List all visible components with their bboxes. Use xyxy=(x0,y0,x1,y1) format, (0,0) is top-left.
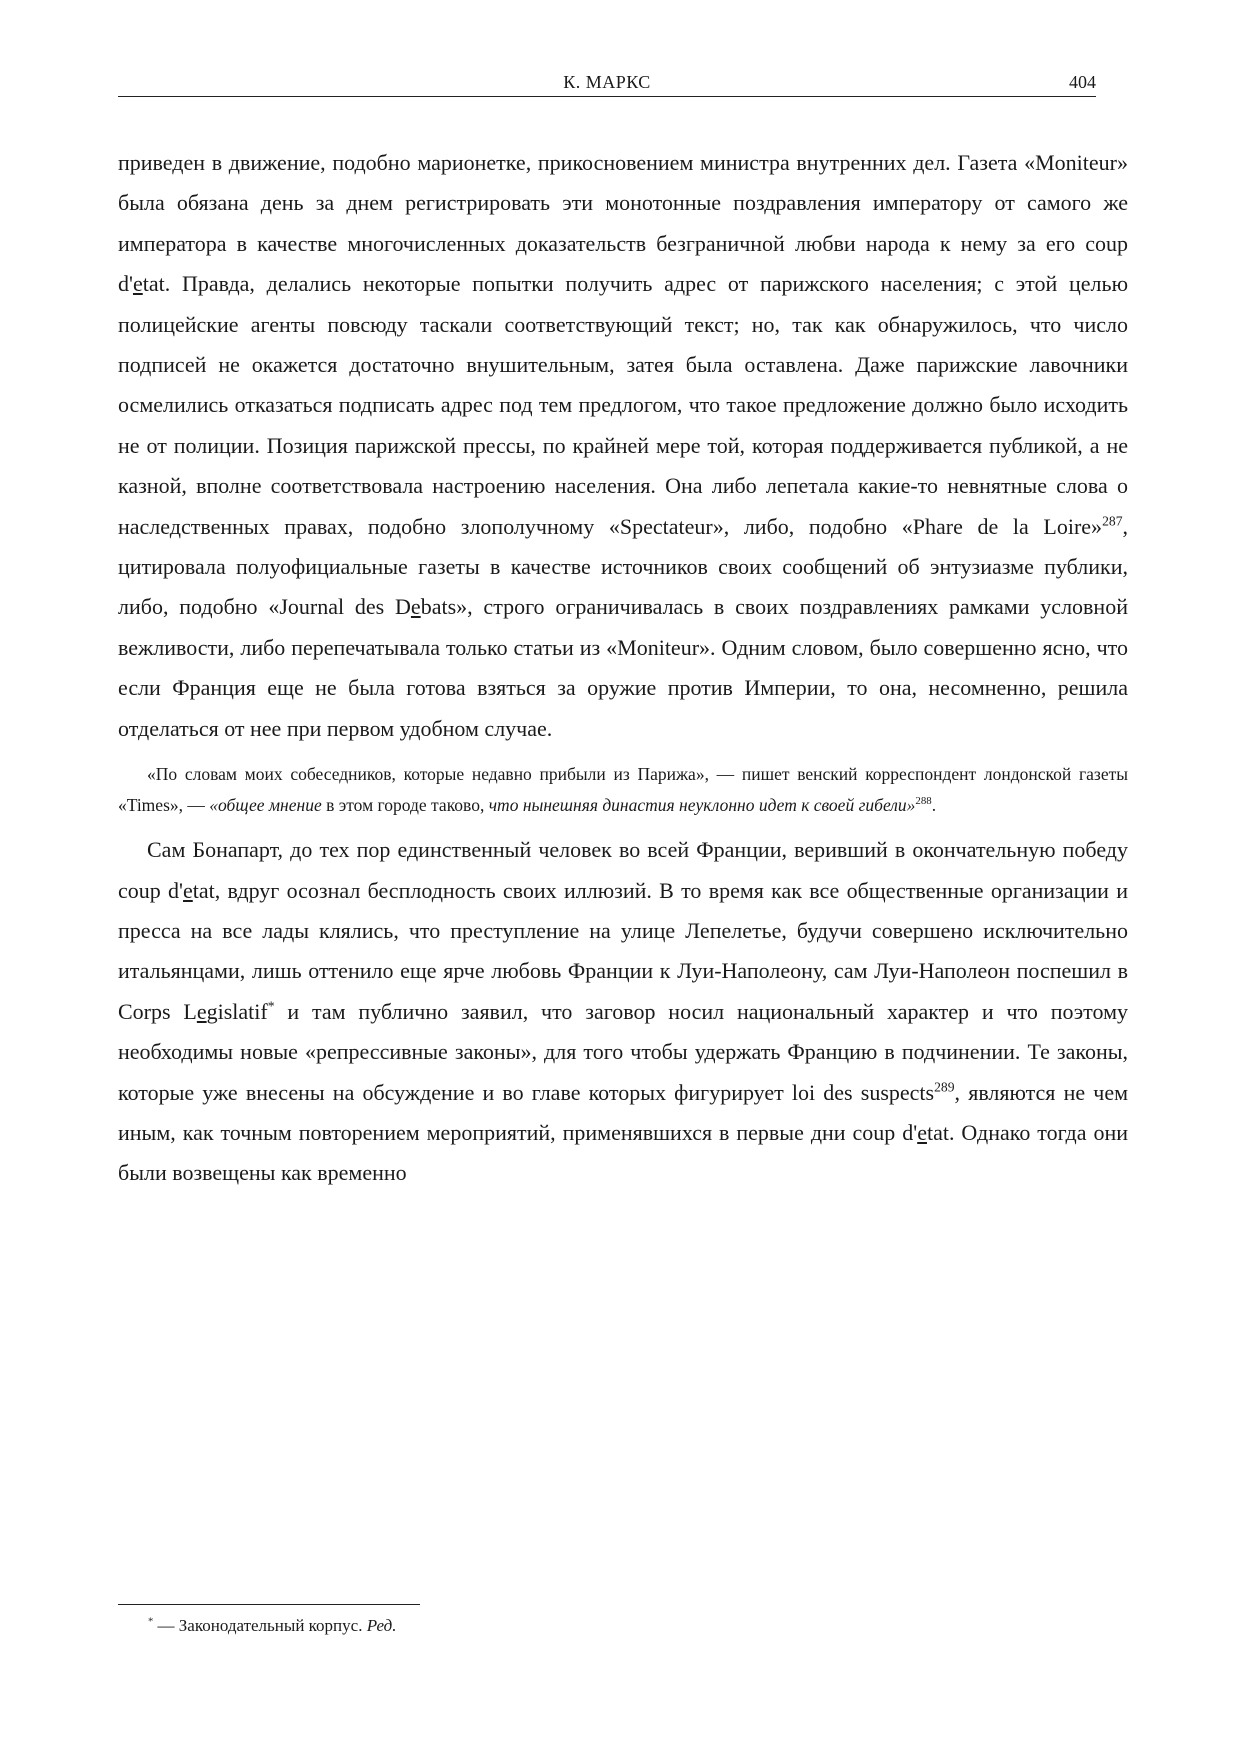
quote-text: . xyxy=(931,794,937,815)
footnote-ref-star: * xyxy=(267,998,275,1014)
paragraph-2-text: tat. Однако тогда они были возвещены как временно xyxy=(118,1119,1128,1186)
underlined-letter: e xyxy=(132,271,143,297)
paragraph-2-text: Сам Бонапарт, до тех пор единственный человек во всей Франции, веривший в окончательную победу coup d' xyxy=(118,837,1128,903)
endnote-ref-288: 288 xyxy=(915,794,932,807)
paragraph-2-text: gislatif xyxy=(206,998,268,1024)
paragraph-1 xyxy=(118,143,1128,749)
quote-italic: «общее мнение xyxy=(209,794,322,815)
underlined-letter: e xyxy=(183,877,193,903)
paragraph-1-text: tat. Правда, делались некоторые попытки получить адрес от парижского населения; с этой целью полицейские агенты повсюду таскали соответствующий текст; но, так как обнаружилось, что число подписей не окажется достаточно внушительным, затея была оставлена. Даже парижские лавочники осмелились отказаться подписать адрес под тем предлогом, что такое предложение должно было исходить не от полиции. Позиция парижской прессы, по крайней мере той, которая поддерживается публикой, а не казной, вполне соответствовала настроению населения. Она либо лепетала какие-то невнятные слова о наследственных правах, подобно злополучному «Spectateur», либо, подобно «Phare de la Loire» xyxy=(118,271,1128,539)
paragraph-2-text: и там публично заявил, что заговор носил национальный характер и что поэтому необходимы новые «репрессивные законы», для того чтобы удержать Францию в подчинении. Те законы, которые уже внесены на обсуждение и во главе которых фигурирует loi des suspects xyxy=(118,998,1129,1105)
paragraph-1-text: bats», строго ограничивалась в своих поздравлениях рамками условной вежливости, либо перепечатывала только статьи из «Moniteur». Одним словом, было совершенно ясно, что если Франция еще не была готова взяться за оружие против Империи, то она, несомненно, решила отделаться от нее при первом удобном случае. xyxy=(118,594,1128,741)
underlined-letter: e xyxy=(410,594,421,620)
block-quote xyxy=(118,759,1128,820)
paragraph-2-text: , являются не чем иным, как точным повторением мероприятий, применявшихся в первые дни coup d' xyxy=(118,1079,1129,1145)
footnote-text: — Законодательный корпус. xyxy=(153,1616,367,1635)
underlined-letter: e xyxy=(196,998,207,1024)
running-header xyxy=(118,70,1096,97)
footnote xyxy=(148,1616,396,1636)
paragraph-2-text: tat, вдруг осознал бесплодность своих иллюзий. В то время как все общественные организации и пресса на все лады клялись, что преступление на улице Лепелетье, будучи совершено исключительно итальянцами, лишь оттенило еще ярче любовь Франции к Луи-Наполеону, сам Луи-Наполеон поспешил в Corps L xyxy=(118,877,1128,1024)
footnote-divider xyxy=(118,1604,420,1605)
paragraph-1-text: приведен в движение, подобно марионетке, прикосновением министра внутренних дел. Газета «Moniteur» была обязана день за днем регистрировать эти монотонные поздравления императору от самого же императора в качестве многочисленных доказательств безграничной любви народа к нему за его coup d' xyxy=(118,150,1128,297)
footnote-editor-note: Ред. xyxy=(366,1616,397,1635)
quote-text: «По словам моих собеседников, которые недавно прибыли из Парижа», — пишет венский корреспондент лондонской газеты «Times», — xyxy=(118,764,1128,815)
paragraph-1-text: , цитировала полуофициальные газеты в качестве источников своих сообщений об энтузиазме публики, либо, подобно «Journal des D xyxy=(118,513,1128,620)
endnote-ref-287: 287 xyxy=(1102,513,1123,529)
paragraph-2 xyxy=(118,830,1128,1194)
quote-italic: что нынешняя династия неуклонно идет к своей гибели» xyxy=(488,794,916,815)
running-header-author: К. МАРКС xyxy=(563,72,651,92)
endnote-ref-289: 289 xyxy=(934,1079,955,1095)
page-number: 404 xyxy=(1069,72,1096,92)
quote-text: в этом городе таково, xyxy=(321,794,489,815)
underlined-letter: e xyxy=(917,1119,927,1145)
footnote-mark: * xyxy=(148,1616,154,1628)
main-text xyxy=(118,143,1128,1194)
